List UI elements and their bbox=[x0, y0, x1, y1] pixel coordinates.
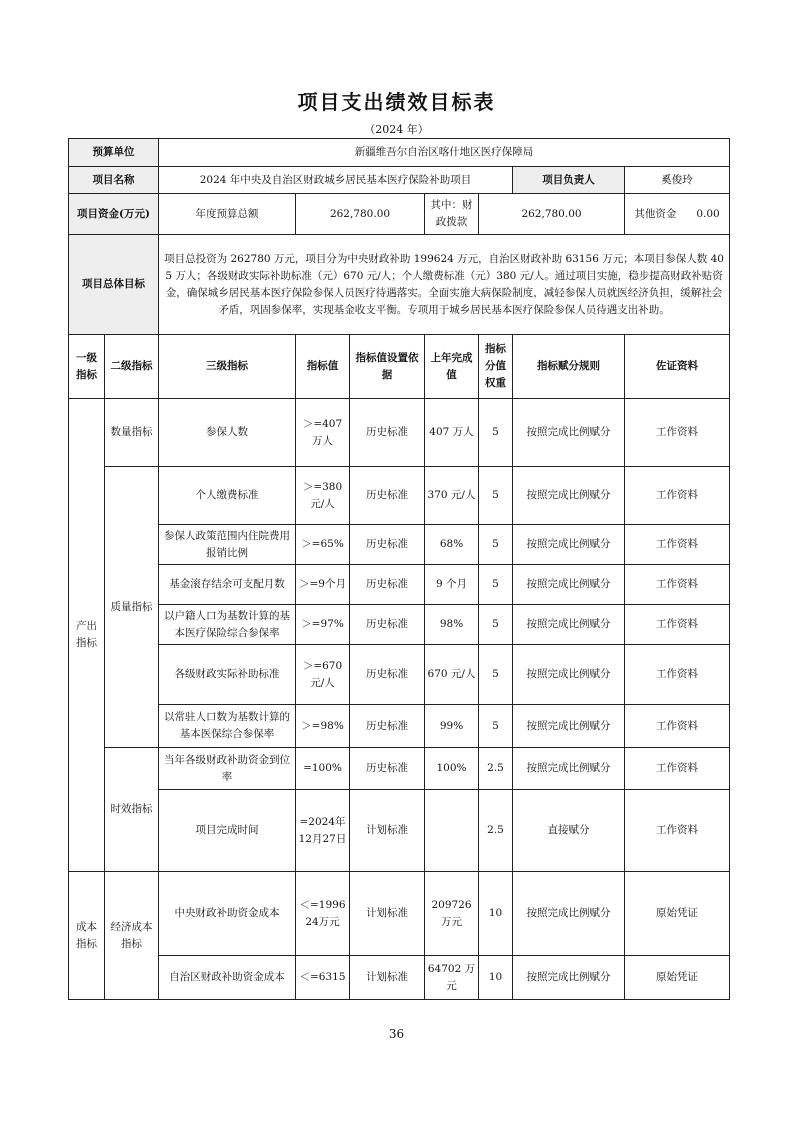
indicator-evidence: 工作资料 bbox=[625, 645, 730, 705]
owner-label: 项目负责人 bbox=[513, 167, 625, 194]
table-row bbox=[69, 790, 730, 872]
group-economic-cost: 经济成本指标 bbox=[105, 872, 159, 1000]
indicator-name: 项目完成时间 bbox=[159, 790, 296, 872]
indicator-name: 参保人数 bbox=[159, 399, 296, 467]
indicator-basis: 历史标准 bbox=[350, 645, 425, 705]
indicator-weight: 5 bbox=[479, 645, 513, 705]
table-row bbox=[69, 605, 730, 645]
indicator-basis: 历史标准 bbox=[350, 525, 425, 565]
budget-unit-label: 预算单位 bbox=[69, 139, 159, 167]
indicator-value: ＞=380元/人 bbox=[296, 467, 350, 525]
indicator-value: ＞=98% bbox=[296, 705, 350, 748]
indicator-name: 以户籍人口为基数计算的基本医疗保险综合参保率 bbox=[159, 605, 296, 645]
table-row bbox=[69, 525, 730, 565]
table-row bbox=[69, 748, 730, 790]
header-level3: 三级指标 bbox=[159, 335, 296, 399]
indicator-value: ＜=199624万元 bbox=[296, 872, 350, 956]
group-output: 产出指标 bbox=[69, 399, 105, 872]
indicator-value: =100% bbox=[296, 748, 350, 790]
project-name-value: 2024 年中央及自治区财政城乡居民基本医疗保险补助项目 bbox=[159, 167, 513, 194]
header-evidence: 佐证资料 bbox=[625, 335, 730, 399]
indicator-rule: 按照完成比例赋分 bbox=[513, 565, 625, 605]
indicator-basis: 历史标准 bbox=[350, 467, 425, 525]
page-number: 36 bbox=[388, 1027, 405, 1041]
page-title: 项目支出绩效目标表 bbox=[297, 90, 496, 114]
group-quality: 质量指标 bbox=[105, 467, 159, 748]
header-value: 指标值 bbox=[296, 335, 350, 399]
indicator-weight: 10 bbox=[479, 872, 513, 956]
annual-budget-value: 262,780.00 bbox=[296, 194, 425, 235]
annual-budget-label: 年度预算总额 bbox=[159, 194, 296, 235]
indicator-basis: 计划标准 bbox=[350, 956, 425, 1000]
indicator-rule: 按照完成比例赋分 bbox=[513, 872, 625, 956]
indicator-basis: 历史标准 bbox=[350, 705, 425, 748]
indicator-value: ＜=6315 bbox=[296, 956, 350, 1000]
indicator-basis: 历史标准 bbox=[350, 605, 425, 645]
indicator-weight: 5 bbox=[479, 605, 513, 645]
indicator-rule: 按照完成比例赋分 bbox=[513, 748, 625, 790]
indicator-evidence: 工作资料 bbox=[625, 399, 730, 467]
goal-text: 项目总投资为 262780 万元，项目分为中央财政补助 199624 万元，自治区财政补助 63156 万元；本项目参保人数 405 万人；各级财政实际补助标准（元）670 元/人；个人缴费标准（元）380 元/人。通过项目实施，稳步提高财政补贴资金，确保城乡居民基本医疗保险参保人员医疗待遇落实。全面实施大病保险制度，减轻参保人员就医经济负担，缓解社会矛盾，巩固参保率，实现基金收支平衡。专项用于城乡居民基本医疗保险参保人员待遇支出补助。 bbox=[159, 235, 730, 335]
indicator-name: 参保人政策范围内住院费用报销比例 bbox=[159, 525, 296, 565]
indicator-weight: 2.5 bbox=[479, 790, 513, 872]
indicator-rule: 按照完成比例赋分 bbox=[513, 705, 625, 748]
indicator-value: =2024年12月27日 bbox=[296, 790, 350, 872]
table-row bbox=[69, 956, 730, 1000]
header-basis: 指标值设置依据 bbox=[350, 335, 425, 399]
indicator-rule: 直接赋分 bbox=[513, 790, 625, 872]
performance-table bbox=[68, 138, 730, 1000]
indicator-last: 68% bbox=[425, 525, 479, 565]
indicator-rule: 按照完成比例赋分 bbox=[513, 399, 625, 467]
year-label: （2024 年） bbox=[364, 123, 429, 136]
indicator-weight: 2.5 bbox=[479, 748, 513, 790]
project-name-label: 项目名称 bbox=[69, 167, 159, 194]
indicator-weight: 5 bbox=[479, 705, 513, 748]
indicator-last: 209726 万元 bbox=[425, 872, 479, 956]
group-quantity: 数量指标 bbox=[105, 399, 159, 467]
indicator-weight: 5 bbox=[479, 565, 513, 605]
indicator-name: 基金滚存结余可支配月数 bbox=[159, 565, 296, 605]
goal-label: 项目总体目标 bbox=[69, 235, 159, 335]
indicator-evidence: 工作资料 bbox=[625, 525, 730, 565]
indicator-name: 各级财政实际补助标准 bbox=[159, 645, 296, 705]
indicator-evidence: 工作资料 bbox=[625, 748, 730, 790]
other-funds-value: 0.00 bbox=[696, 207, 720, 220]
indicator-value: ＞=407万人 bbox=[296, 399, 350, 467]
indicator-last: 9 个月 bbox=[425, 565, 479, 605]
indicator-evidence: 工作资料 bbox=[625, 467, 730, 525]
header-weight: 指标分值权重 bbox=[479, 335, 513, 399]
indicator-last bbox=[425, 790, 479, 872]
table-row bbox=[69, 467, 730, 525]
budget-unit-value: 新疆维吾尔自治区喀什地区医疗保障局 bbox=[159, 139, 730, 167]
indicator-last: 407 万人 bbox=[425, 399, 479, 467]
indicator-rule: 按照完成比例赋分 bbox=[513, 956, 625, 1000]
indicator-value: ＞=65% bbox=[296, 525, 350, 565]
indicator-name: 个人缴费标准 bbox=[159, 467, 296, 525]
owner-value: 奚俊玲 bbox=[625, 167, 730, 194]
fiscal-label: 其中：财政拨款 bbox=[425, 194, 479, 235]
table-row bbox=[69, 565, 730, 605]
indicator-evidence: 原始凭证 bbox=[625, 872, 730, 956]
indicator-value: ＞=9个月 bbox=[296, 565, 350, 605]
indicator-basis: 计划标准 bbox=[350, 790, 425, 872]
table-row bbox=[69, 872, 730, 956]
indicator-evidence: 工作资料 bbox=[625, 705, 730, 748]
table-row bbox=[69, 645, 730, 705]
header-level1: 一级指标 bbox=[69, 335, 105, 399]
indicator-value: ＞=670元/人 bbox=[296, 645, 350, 705]
header-rule: 指标赋分规则 bbox=[513, 335, 625, 399]
table-row bbox=[69, 399, 730, 467]
header-last-year: 上年完成值 bbox=[425, 335, 479, 399]
indicator-name: 自治区财政补助资金成本 bbox=[159, 956, 296, 1000]
indicator-rule: 按照完成比例赋分 bbox=[513, 605, 625, 645]
indicator-evidence: 工作资料 bbox=[625, 565, 730, 605]
other-funds-label: 其他资金 bbox=[634, 207, 677, 220]
indicator-weight: 5 bbox=[479, 525, 513, 565]
indicator-last: 64702 万元 bbox=[425, 956, 479, 1000]
indicator-name: 中央财政补助资金成本 bbox=[159, 872, 296, 956]
group-cost: 成本指标 bbox=[69, 872, 105, 1000]
indicator-last: 100% bbox=[425, 748, 479, 790]
indicator-value: ＞=97% bbox=[296, 605, 350, 645]
indicator-last: 370 元/人 bbox=[425, 467, 479, 525]
group-timeliness: 时效指标 bbox=[105, 748, 159, 872]
indicator-name: 当年各级财政补助资金到位率 bbox=[159, 748, 296, 790]
indicator-last: 99% bbox=[425, 705, 479, 748]
indicator-name: 以常驻人口数为基数计算的基本医保综合参保率 bbox=[159, 705, 296, 748]
indicator-basis: 计划标准 bbox=[350, 872, 425, 956]
indicator-rule: 按照完成比例赋分 bbox=[513, 467, 625, 525]
indicator-rule: 按照完成比例赋分 bbox=[513, 525, 625, 565]
indicator-last: 98% bbox=[425, 605, 479, 645]
fiscal-value: 262,780.00 bbox=[479, 194, 625, 235]
indicator-evidence: 工作资料 bbox=[625, 790, 730, 872]
indicator-weight: 5 bbox=[479, 467, 513, 525]
indicator-weight: 10 bbox=[479, 956, 513, 1000]
indicator-rule: 按照完成比例赋分 bbox=[513, 645, 625, 705]
table-row bbox=[69, 705, 730, 748]
indicator-basis: 历史标准 bbox=[350, 399, 425, 467]
indicator-evidence: 工作资料 bbox=[625, 605, 730, 645]
funds-label: 项目资金(万元) bbox=[69, 194, 159, 235]
indicator-basis: 历史标准 bbox=[350, 748, 425, 790]
other-funds-cell bbox=[625, 194, 730, 235]
indicator-weight: 5 bbox=[479, 399, 513, 467]
header-level2: 二级指标 bbox=[105, 335, 159, 399]
indicator-evidence: 原始凭证 bbox=[625, 956, 730, 1000]
indicator-basis: 历史标准 bbox=[350, 565, 425, 605]
indicator-last: 670 元/人 bbox=[425, 645, 479, 705]
